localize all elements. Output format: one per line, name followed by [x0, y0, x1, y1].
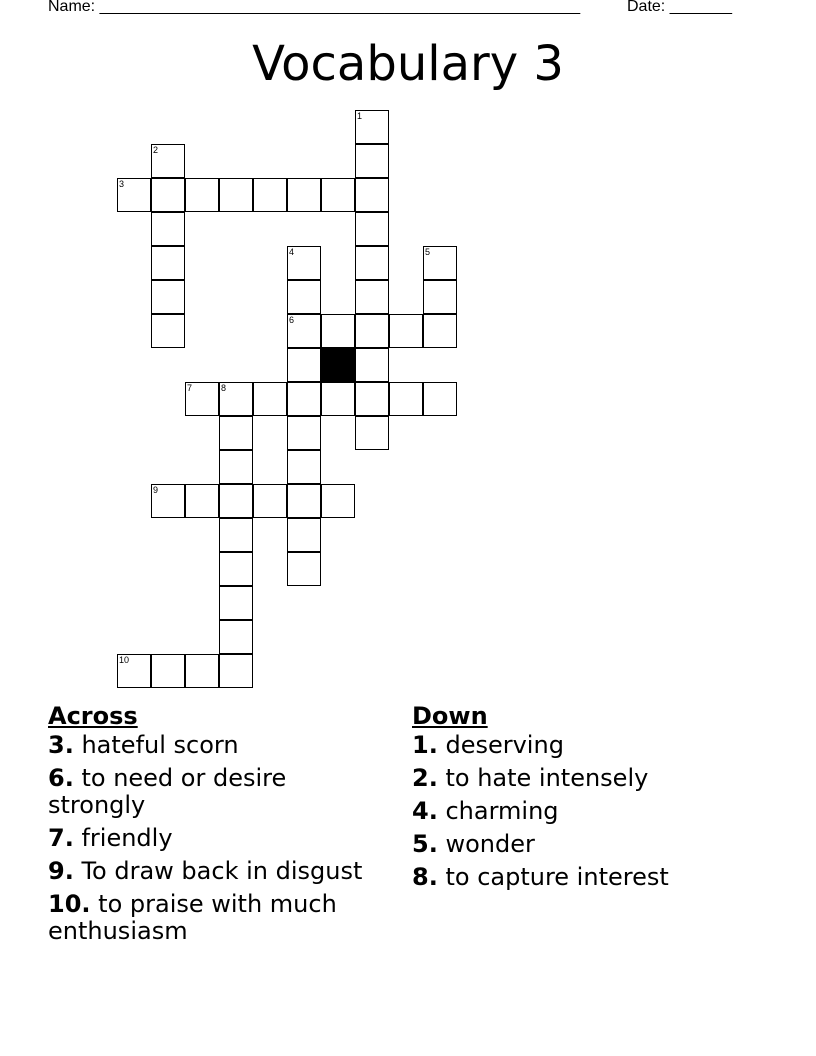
clue-item-number: 4. — [412, 797, 438, 825]
clue-number: 5 — [425, 247, 431, 257]
grid-cell[interactable] — [321, 484, 355, 518]
grid-cell[interactable] — [355, 246, 389, 280]
clue-number: 1 — [357, 111, 363, 121]
grid-cell[interactable] — [287, 314, 321, 348]
grid-cell[interactable] — [355, 280, 389, 314]
grid-cell[interactable] — [219, 416, 253, 450]
grid-cell[interactable] — [185, 382, 219, 416]
grid-cell[interactable] — [219, 586, 253, 620]
clue-number: 7 — [187, 383, 193, 393]
grid-cell[interactable] — [219, 484, 253, 518]
clue-item-text: To draw back in disgust — [81, 857, 363, 885]
date-field-label: Date: _______ — [627, 0, 732, 15]
down-heading: Down — [412, 702, 488, 730]
grid-cell[interactable] — [287, 280, 321, 314]
grid-cell[interactable] — [423, 280, 457, 314]
clue-item-text: wonder — [445, 830, 535, 858]
clue-item — [412, 798, 772, 825]
grid-cell[interactable] — [321, 382, 355, 416]
grid-cell[interactable] — [219, 654, 253, 688]
clue-item — [48, 825, 388, 852]
clue-number: 6 — [289, 315, 295, 325]
grid-cell[interactable] — [355, 212, 389, 246]
clue-item-text: deserving — [445, 731, 564, 759]
grid-cell[interactable] — [355, 348, 389, 382]
grid-cell[interactable] — [287, 178, 321, 212]
grid-cell[interactable] — [185, 484, 219, 518]
grid-cell[interactable] — [287, 246, 321, 280]
clue-item-text: to praise with much enthusiasm — [48, 890, 337, 945]
grid-cell[interactable] — [185, 178, 219, 212]
grid-cell[interactable] — [253, 178, 287, 212]
clue-item-number: 3. — [48, 731, 74, 759]
clue-item — [48, 891, 388, 945]
grid-cell[interactable] — [253, 382, 287, 416]
grid-cell[interactable] — [219, 178, 253, 212]
clue-item — [412, 765, 772, 792]
clue-item — [412, 732, 772, 759]
grid-cell[interactable] — [287, 518, 321, 552]
clue-item-text: to capture interest — [445, 863, 669, 891]
clue-item — [412, 831, 772, 858]
grid-cell[interactable] — [151, 484, 185, 518]
clue-item — [48, 732, 388, 759]
clue-number: 3 — [119, 179, 125, 189]
clue-item-text: hateful scorn — [81, 731, 239, 759]
grid-cell[interactable] — [355, 314, 389, 348]
clue-item-text: friendly — [81, 824, 173, 852]
grid-cell[interactable] — [389, 382, 423, 416]
across-heading: Across — [48, 702, 138, 730]
clue-item-number: 8. — [412, 863, 438, 891]
down-clues — [412, 703, 772, 897]
clue-number: 4 — [289, 247, 295, 257]
clue-item-number: 7. — [48, 824, 74, 852]
grid-cell[interactable] — [151, 246, 185, 280]
grid-cell[interactable] — [151, 212, 185, 246]
grid-cell[interactable] — [185, 654, 219, 688]
clue-item — [48, 858, 388, 885]
grid-cell[interactable] — [219, 620, 253, 654]
page-title: Vocabulary 3 — [252, 36, 564, 92]
clue-item-number: 2. — [412, 764, 438, 792]
grid-cell[interactable] — [219, 450, 253, 484]
grid-cell[interactable] — [287, 450, 321, 484]
grid-cell[interactable] — [423, 246, 457, 280]
grid-cell[interactable] — [287, 382, 321, 416]
grid-cell[interactable] — [287, 552, 321, 586]
across-clues — [48, 703, 388, 951]
clue-item-number: 6. — [48, 764, 74, 792]
grid-cell[interactable] — [423, 382, 457, 416]
grid-cell[interactable] — [117, 654, 151, 688]
black-cell — [321, 348, 355, 382]
grid-cell[interactable] — [321, 314, 355, 348]
clue-item-number: 1. — [412, 731, 438, 759]
grid-cell[interactable] — [219, 518, 253, 552]
clue-item-number: 9. — [48, 857, 74, 885]
clue-number: 9 — [153, 485, 159, 495]
clue-item-text: charming — [445, 797, 559, 825]
grid-cell[interactable] — [287, 348, 321, 382]
clue-number: 2 — [153, 145, 159, 155]
grid-cell[interactable] — [355, 144, 389, 178]
grid-cell[interactable] — [253, 484, 287, 518]
grid-cell[interactable] — [219, 382, 253, 416]
grid-cell[interactable] — [355, 416, 389, 450]
grid-cell[interactable] — [151, 314, 185, 348]
grid-cell[interactable] — [423, 314, 457, 348]
grid-cell[interactable] — [355, 110, 389, 144]
grid-cell[interactable] — [219, 552, 253, 586]
grid-cell[interactable] — [151, 178, 185, 212]
grid-cell[interactable] — [151, 280, 185, 314]
grid-cell[interactable] — [389, 314, 423, 348]
grid-cell[interactable] — [151, 144, 185, 178]
grid-cell[interactable] — [287, 484, 321, 518]
clue-item-text: to need or desire strongly — [48, 764, 287, 819]
clue-number: 8 — [221, 383, 227, 393]
grid-cell[interactable] — [117, 178, 151, 212]
clue-item-number: 10. — [48, 890, 91, 918]
clue-item-text: to hate intensely — [445, 764, 649, 792]
name-field-label: Name: ______________________________________________________ — [48, 0, 581, 15]
clue-number: 10 — [119, 655, 130, 665]
grid-cell[interactable] — [287, 416, 321, 450]
grid-cell[interactable] — [321, 178, 355, 212]
clue-item — [412, 864, 772, 891]
clue-item-number: 5. — [412, 830, 438, 858]
grid-cell[interactable] — [151, 654, 185, 688]
grid-cell[interactable] — [355, 382, 389, 416]
clue-item — [48, 765, 388, 819]
grid-cell[interactable] — [355, 178, 389, 212]
